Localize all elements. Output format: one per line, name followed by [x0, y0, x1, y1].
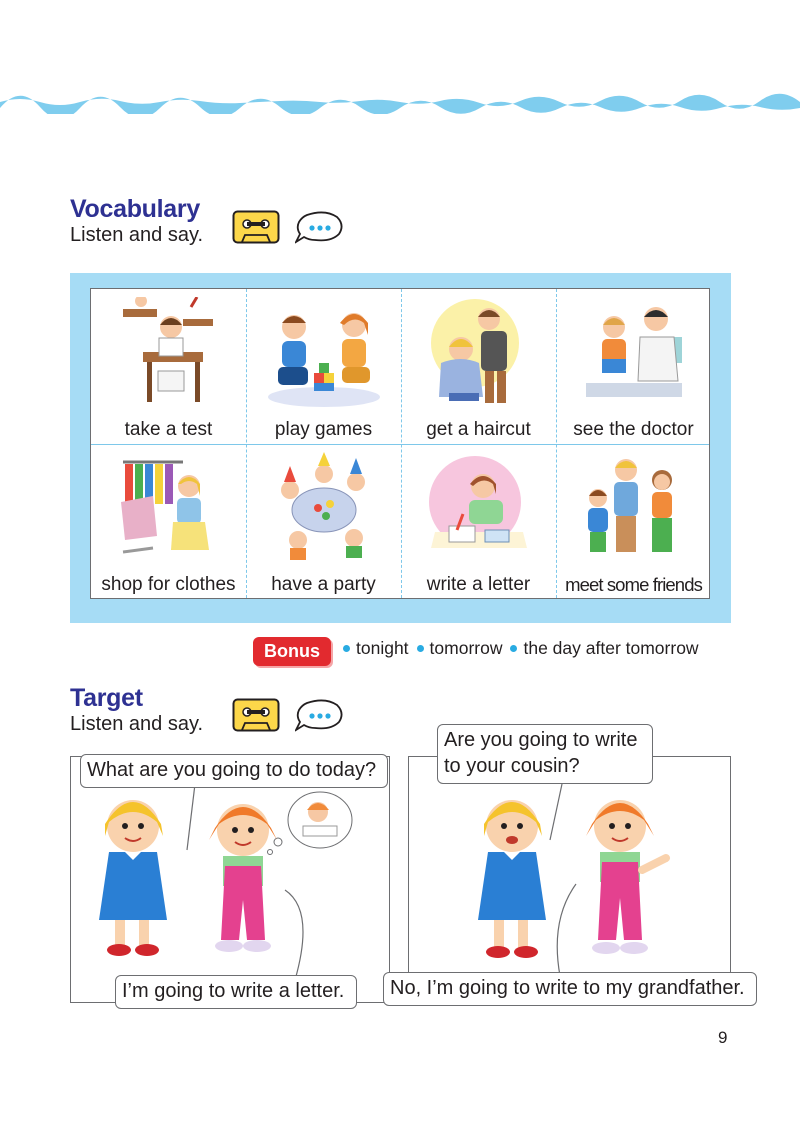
vocab-label: shop for clothes	[101, 574, 236, 595]
speech-bubble-answer-1	[115, 975, 357, 1009]
vocabulary-title: Vocabulary	[70, 195, 200, 223]
vocabulary-instruction: Listen and say.	[70, 224, 204, 246]
bonus-item-text: tomorrow	[429, 637, 503, 658]
target-title: Target	[70, 684, 143, 712]
vocabulary-card	[90, 288, 710, 599]
dialogue-question-2-line1: Are you going to write	[444, 729, 638, 751]
bonus-item	[510, 638, 698, 659]
vocab-item-shop-for-clothes[interactable]	[91, 444, 246, 599]
speech-bubble-icon[interactable]	[295, 699, 345, 733]
have-a-party-illustration	[268, 452, 380, 564]
vocab-label: meet some friends	[565, 574, 702, 595]
bonus-item-text: the day after tomorrow	[523, 637, 699, 658]
vocab-label: see the doctor	[573, 419, 694, 440]
play-games-illustration	[268, 297, 380, 409]
vocab-item-get-a-haircut[interactable]	[401, 289, 556, 444]
vocab-label: get a haircut	[426, 419, 531, 440]
vocab-label: take a test	[124, 419, 213, 440]
take-a-test-illustration	[113, 297, 225, 409]
page-number: 9	[718, 1028, 728, 1047]
speech-bubble-icon[interactable]	[295, 211, 345, 245]
speech-bubble-question-1	[80, 754, 388, 788]
vocabulary-board	[70, 273, 731, 623]
bullet-icon	[343, 645, 350, 652]
dialogue-panel-1-illustration	[95, 780, 355, 980]
bonus-badge: Bonus	[253, 637, 331, 666]
speech-bubble-answer-2	[383, 972, 757, 1006]
vocab-item-take-a-test[interactable]	[91, 289, 246, 444]
vocab-label: play games	[274, 419, 373, 440]
vocab-label: have a party	[271, 574, 376, 595]
bonus-item	[343, 638, 409, 659]
header-wave-decoration	[0, 92, 800, 114]
dialogue-panel-2-illustration	[470, 780, 700, 980]
vocab-item-write-a-letter[interactable]	[401, 444, 556, 599]
bonus-word-list	[343, 637, 699, 659]
vocab-item-see-the-doctor[interactable]	[556, 289, 711, 444]
vocab-label: write a letter	[426, 574, 531, 595]
meet-some-friends-illustration	[578, 452, 690, 564]
dialogue-question-1: What are you going to do today?	[87, 759, 377, 781]
vocab-item-have-a-party[interactable]	[246, 444, 401, 599]
speech-bubble-question-2	[437, 724, 653, 784]
vocab-item-meet-some-friends[interactable]	[556, 444, 711, 599]
dialogue-answer-1: I’m going to write a letter.	[122, 980, 345, 1002]
audio-cassette-icon[interactable]	[232, 210, 280, 244]
write-a-letter-illustration	[423, 452, 535, 564]
see-the-doctor-illustration	[578, 297, 690, 409]
bullet-icon	[510, 645, 517, 652]
dialogue-answer-2: No, I’m going to write to my grandfather.	[390, 977, 745, 999]
bonus-item	[417, 638, 503, 659]
get-a-haircut-illustration	[423, 297, 535, 409]
bonus-item-text: tonight	[356, 637, 409, 658]
audio-cassette-icon[interactable]	[232, 698, 280, 732]
shop-for-clothes-illustration	[113, 452, 225, 564]
vocab-item-play-games[interactable]	[246, 289, 401, 444]
bullet-icon	[417, 645, 424, 652]
target-instruction: Listen and say.	[70, 713, 204, 735]
dialogue-question-2-line2: to your cousin?	[444, 755, 580, 777]
